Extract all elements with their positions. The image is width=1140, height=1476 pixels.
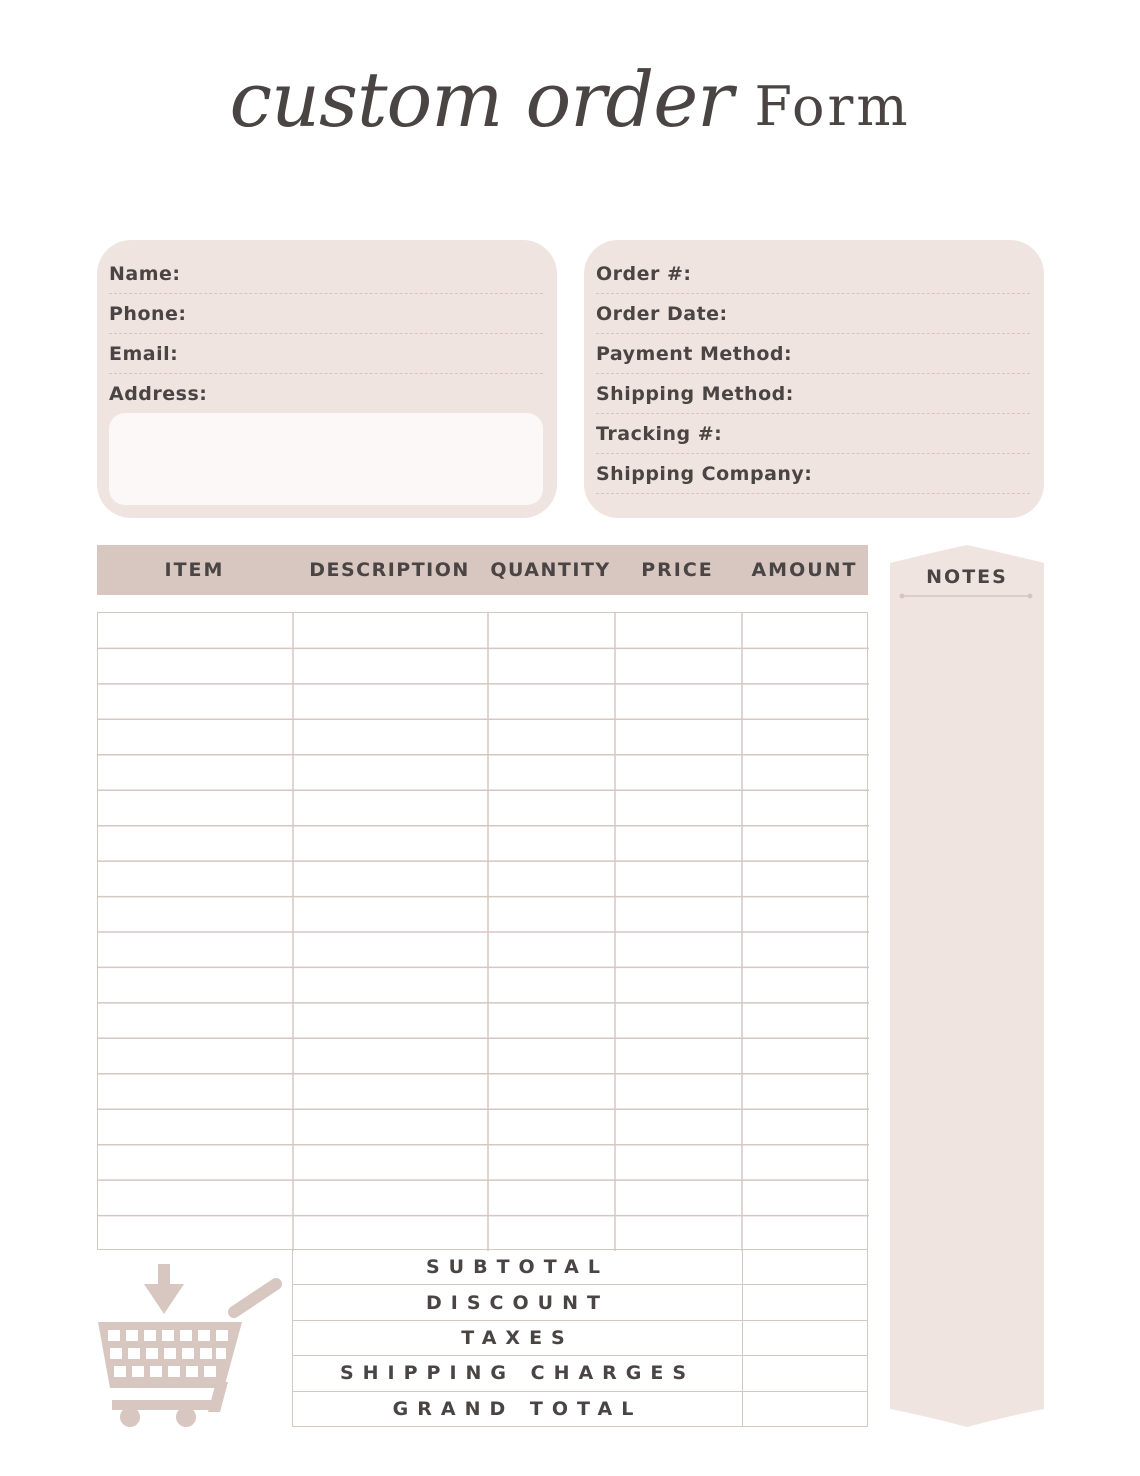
- subtotal-row: [293, 1250, 867, 1285]
- header-amount: AMOUNT: [751, 559, 858, 581]
- taxes-value[interactable]: [742, 1321, 867, 1355]
- form-title: [0, 30, 1140, 170]
- email-field[interactable]: [109, 334, 543, 374]
- grid-lines: [98, 613, 869, 1251]
- shipping-method-field[interactable]: [596, 374, 1030, 414]
- phone-label: Phone:: [109, 302, 187, 325]
- address-label-row: [109, 374, 543, 414]
- header-price: PRICE: [641, 559, 714, 581]
- order-date-label: Order Date:: [596, 302, 728, 325]
- subtotal-label: SUBTOTAL: [425, 1256, 609, 1279]
- order-info-panel: [584, 240, 1044, 518]
- grand-total-value[interactable]: [742, 1392, 867, 1427]
- tracking-field[interactable]: [596, 414, 1030, 454]
- title-plain: Form: [754, 75, 911, 138]
- order-date-field[interactable]: [596, 294, 1030, 334]
- grand-total-label: GRAND TOTAL: [392, 1398, 643, 1421]
- discount-value[interactable]: [742, 1285, 867, 1319]
- discount-label: DISCOUNT: [426, 1291, 609, 1314]
- order-number-label: Order #:: [596, 262, 692, 285]
- name-label: Name:: [109, 262, 181, 285]
- header-quantity: QUANTITY: [490, 559, 611, 581]
- address-label: Address:: [109, 383, 208, 405]
- discount-row: [293, 1285, 867, 1320]
- subtotal-value[interactable]: [742, 1250, 867, 1284]
- customer-info-panel: [97, 240, 557, 518]
- grand-total-row: [293, 1392, 867, 1427]
- phone-field[interactable]: [109, 294, 543, 334]
- shipping-charges-label: SHIPPING CHARGES: [339, 1362, 696, 1385]
- name-field[interactable]: [109, 254, 543, 294]
- shipping-company-field[interactable]: [596, 454, 1030, 494]
- notes-panel[interactable]: [890, 545, 1044, 1427]
- tracking-label: Tracking #:: [596, 422, 723, 445]
- notes-title: NOTES: [926, 566, 1008, 588]
- payment-method-field[interactable]: [596, 334, 1030, 374]
- shipping-charges-value[interactable]: [742, 1356, 867, 1390]
- email-label: Email:: [109, 342, 179, 365]
- shipping-charges-row: [293, 1356, 867, 1391]
- title-script: custom order: [229, 55, 733, 144]
- shipping-company-label: Shipping Company:: [596, 462, 813, 485]
- shopping-cart-icon: [96, 1262, 282, 1428]
- items-table-header: [97, 545, 868, 595]
- notes-shape: [890, 545, 1044, 1427]
- totals-table: [292, 1250, 868, 1427]
- payment-method-label: Payment Method:: [596, 342, 793, 365]
- taxes-label: TAXES: [461, 1326, 574, 1349]
- shipping-method-label: Shipping Method:: [596, 382, 794, 405]
- order-number-field[interactable]: [596, 254, 1030, 294]
- taxes-row: [293, 1321, 867, 1356]
- header-description: DESCRIPTION: [309, 559, 470, 581]
- header-item: ITEM: [164, 559, 225, 581]
- items-table-grid[interactable]: [97, 612, 868, 1250]
- address-input[interactable]: [109, 413, 543, 505]
